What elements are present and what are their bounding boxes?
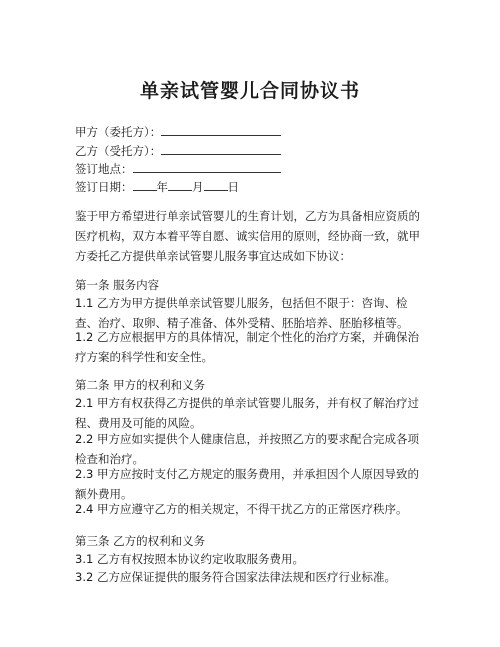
document-title: 单亲试管婴儿合同协议书 [139,80,360,102]
clause-2-4: 2.4 甲方应遵守乙方的相关规定，不得干扰乙方的正常医疗秩序。 [75,502,408,516]
location-field [75,159,281,177]
clause-2-3: 2.3 甲方应按时支付乙方规定的服务费用，并承担因个人原因导致的额外费用。 [75,467,419,501]
year-label: 年 [156,180,168,194]
section-1-heading: 第一条 服务内容 [75,278,160,292]
section-3-heading: 第三条 乙方的权利和义务 [75,534,206,548]
location-label: 签订地点： [75,162,133,176]
date-label: 签订日期： [75,180,133,194]
party-b-label: 乙方（受托方）： [75,144,162,158]
day-blank [204,177,228,191]
location-blank [133,159,281,173]
date-field [75,177,239,195]
clause-1-2: 1.2 乙方应根据甲方的具体情况，制定个性化的治疗方案，并确保治疗方案的科学性和安全性。 [75,330,419,364]
clause-2-2: 2.2 甲方应如实提供个人健康信息，并按照乙方的要求配合完成各项检查和治疗。 [75,432,419,466]
clause-3-1: 3.1 乙方有权按照本协议约定收取服务费用。 [75,552,304,566]
clause-3-2: 3.2 乙方应保证提供的服务符合国家法律法规和医疗行业标准。 [75,570,396,584]
clause-2-1: 2.1 甲方有权获得乙方提供的单亲试管婴儿服务，并有权了解治疗过程、费用及可能的风险。 [75,396,419,430]
party-a-blank [161,122,281,136]
day-label: 日 [227,180,239,194]
party-a-label: 甲方（委托方）： [75,125,162,139]
section-2-heading: 第二条 甲方的权利和义务 [75,378,206,392]
party-a-field [75,122,281,140]
month-label: 月 [192,180,204,194]
preamble-paragraph: 鉴于甲方希望进行单亲试管婴儿的生育计划，乙方为具备相应资质的医疗机构，双方本着平等自愿、诚实信用的原则，经协商一致，就甲方委托乙方提供单亲试管婴儿服务事宜达成如下协议： [75,209,420,263]
clause-1-1: 1.1 乙方为甲方提供单亲试管婴儿服务，包括但不限于：咨询、检查、治疗、取卵、精子准备、体外受精、胚胎培养、胚胎移植等。 [75,296,409,330]
year-blank [133,177,157,191]
party-b-field [75,141,281,159]
party-b-blank [161,141,281,155]
month-blank [168,177,192,191]
